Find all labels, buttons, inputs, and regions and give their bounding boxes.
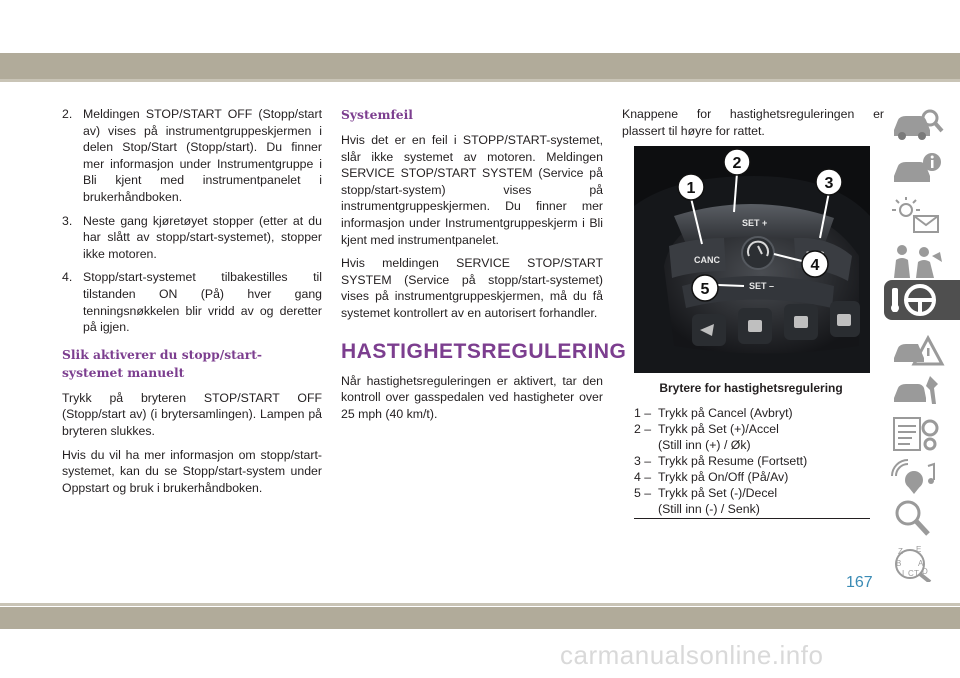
section-heading-cruise-control: HASTIGHETSREGULERING [341, 339, 627, 363]
paragraph: Trykk på bryteren STOP/START OFF (Stopp/start av) (i brytersamlingen). Lampen på bryteren slukkes. [62, 390, 322, 438]
cruise-control-switch-photo [634, 146, 870, 373]
svg-text:CANC: CANC [694, 255, 720, 265]
steering-wheel-illustration [634, 146, 870, 373]
magnifier-icon [888, 498, 948, 538]
tab-warning-triangle-car[interactable] [884, 330, 960, 370]
legend-number: 5 – [634, 486, 652, 500]
warning-triangle-car-icon [888, 330, 948, 370]
tab-people-airbag[interactable] [884, 242, 960, 282]
svg-text:D: D [922, 567, 928, 576]
list-item [62, 269, 322, 335]
svg-text:SET –: SET – [749, 281, 775, 291]
legend-text: Trykk på On/Off (På/Av) [658, 470, 789, 484]
legend-item [634, 453, 870, 469]
figure-legend [634, 405, 870, 517]
legend-number: 1 – [634, 406, 652, 420]
tab-car-info[interactable] [884, 150, 960, 190]
svg-text:5: 5 [700, 281, 710, 298]
legend-text: Trykk på Cancel (Avbryt) [658, 406, 793, 420]
watermark: carmanualsonline.info [560, 640, 824, 670]
legend-rule [634, 518, 870, 519]
list-number: 4. [62, 270, 73, 285]
legend-item [634, 421, 870, 453]
top-decorative-band [0, 53, 960, 79]
legend-continuation: (Still inn (-) / Senk) [658, 502, 760, 516]
list-text: Meldingen STOP/START OFF (Stopp/start av) vises på instrumentgruppeskjermen i delen Stop/Start (Stopp/start). Du finner mer informasjon under Instrumentgruppe i Bli kjent med instrumentpanelet i brukerhåndboken. [83, 107, 322, 204]
svg-text:4: 4 [810, 257, 820, 274]
paragraph-intro: Knappene for hastighetsreguleringen er plassert til høyre for rattet. [622, 107, 884, 138]
list-number: 2. [62, 107, 73, 121]
subheading-manual-activation: Slik aktiverer du stopp/start-systemet manuelt [62, 346, 263, 380]
tab-steering-wheel-key[interactable] [884, 280, 960, 320]
legend-continuation: (Still inn (+) / Øk) [658, 438, 751, 452]
svg-text:3: 3 [824, 175, 834, 192]
tab-alphabet-index[interactable] [884, 542, 960, 582]
legend-item [634, 469, 870, 485]
svg-text:Z: Z [898, 547, 903, 556]
figure-caption: Brytere for hastighetsregulering [659, 381, 843, 395]
legend-item [634, 405, 870, 421]
column-right [622, 106, 884, 146]
bottom-decorative-band [0, 607, 960, 629]
list-text: Neste gang kjøretøyet stopper (etter at du har slått av stopp/start-systemet), stopper ikke motoren. [83, 213, 322, 261]
svg-text:A: A [918, 559, 924, 568]
dashboard-lights-icon [888, 196, 948, 236]
steering-wheel-key-icon [888, 280, 948, 320]
legend-number: 4 – [634, 470, 652, 484]
svg-text:I: I [902, 569, 905, 578]
legend-text: Trykk på Set (-)/Decel [658, 486, 778, 500]
svg-text:1: 1 [686, 180, 696, 197]
top-band-stripe [0, 79, 960, 82]
list-item [62, 106, 322, 206]
car-search-icon [888, 104, 948, 144]
legend-item [634, 485, 870, 517]
list-item [62, 213, 322, 263]
tab-search[interactable] [884, 498, 960, 538]
alphabet-index-icon [888, 542, 948, 582]
page-number: 167 [846, 574, 873, 591]
paragraph: Når hastighetsreguleringen er aktivert, tar den kontroll over gasspedalen ved hastigheter over 25 mph (40 km/t). [341, 373, 603, 421]
column-left [62, 106, 322, 503]
svg-text:T: T [914, 569, 919, 578]
music-nav-icon [888, 456, 948, 496]
legend-number: 3 – [634, 454, 652, 468]
tab-car-wrench[interactable] [884, 370, 960, 410]
paragraph: Hvis meldingen SERVICE STOP/START SYSTEM (Service på stopp/start-systemet) vises på instrumentgruppeskjermen, må du få systemet kontrollert av en autorisert forhandler. [341, 256, 603, 320]
car-info-icon [888, 150, 948, 190]
column-middle [341, 106, 627, 429]
tab-car-search[interactable] [884, 104, 960, 144]
checklist-gear-icon [888, 414, 948, 454]
car-wrench-icon [888, 370, 948, 410]
svg-text:2: 2 [732, 155, 742, 172]
tab-dashboard-lights[interactable] [884, 196, 960, 236]
svg-text:B: B [896, 559, 902, 568]
svg-text:E: E [916, 545, 922, 554]
paragraph: Hvis du vil ha mer informasjon om stopp/start-systemet, kan du se Stopp/start-system under Oppstart og bruk i brukerhåndboken. [62, 447, 322, 495]
tab-checklist-gear[interactable] [884, 414, 960, 454]
legend-text: Trykk på Resume (Fortsett) [658, 454, 808, 468]
people-airbag-icon [888, 242, 948, 282]
list-text: Stopp/start-systemet tilbakestilles til tilstanden ON (På) hver gang tenningsnøkkelen blir vridd av og deretter på igjen. [83, 270, 322, 335]
legend-number: 2 – [634, 422, 652, 436]
paragraph: Hvis det er en feil i STOPP/START-systemet, slår ikke systemet av motoren. Meldingen SERVICE STOP/START SYSTEM (Service på stopp/start-system) vises på instrumentgruppeskjermen. Du finner mer informasjon under Instrumentgruppeskjerm i Bli kjent med instrumentpanelet. [341, 133, 603, 247]
tab-music-nav[interactable] [884, 456, 960, 496]
list-number: 3. [62, 213, 73, 228]
bottom-band-stripe [0, 603, 960, 606]
subheading-system-fault: Systemfeil [341, 107, 413, 122]
svg-text:C: C [908, 569, 914, 578]
legend-text: Trykk på Set (+)/Accel [658, 422, 779, 436]
svg-text:SET +: SET + [742, 218, 768, 228]
